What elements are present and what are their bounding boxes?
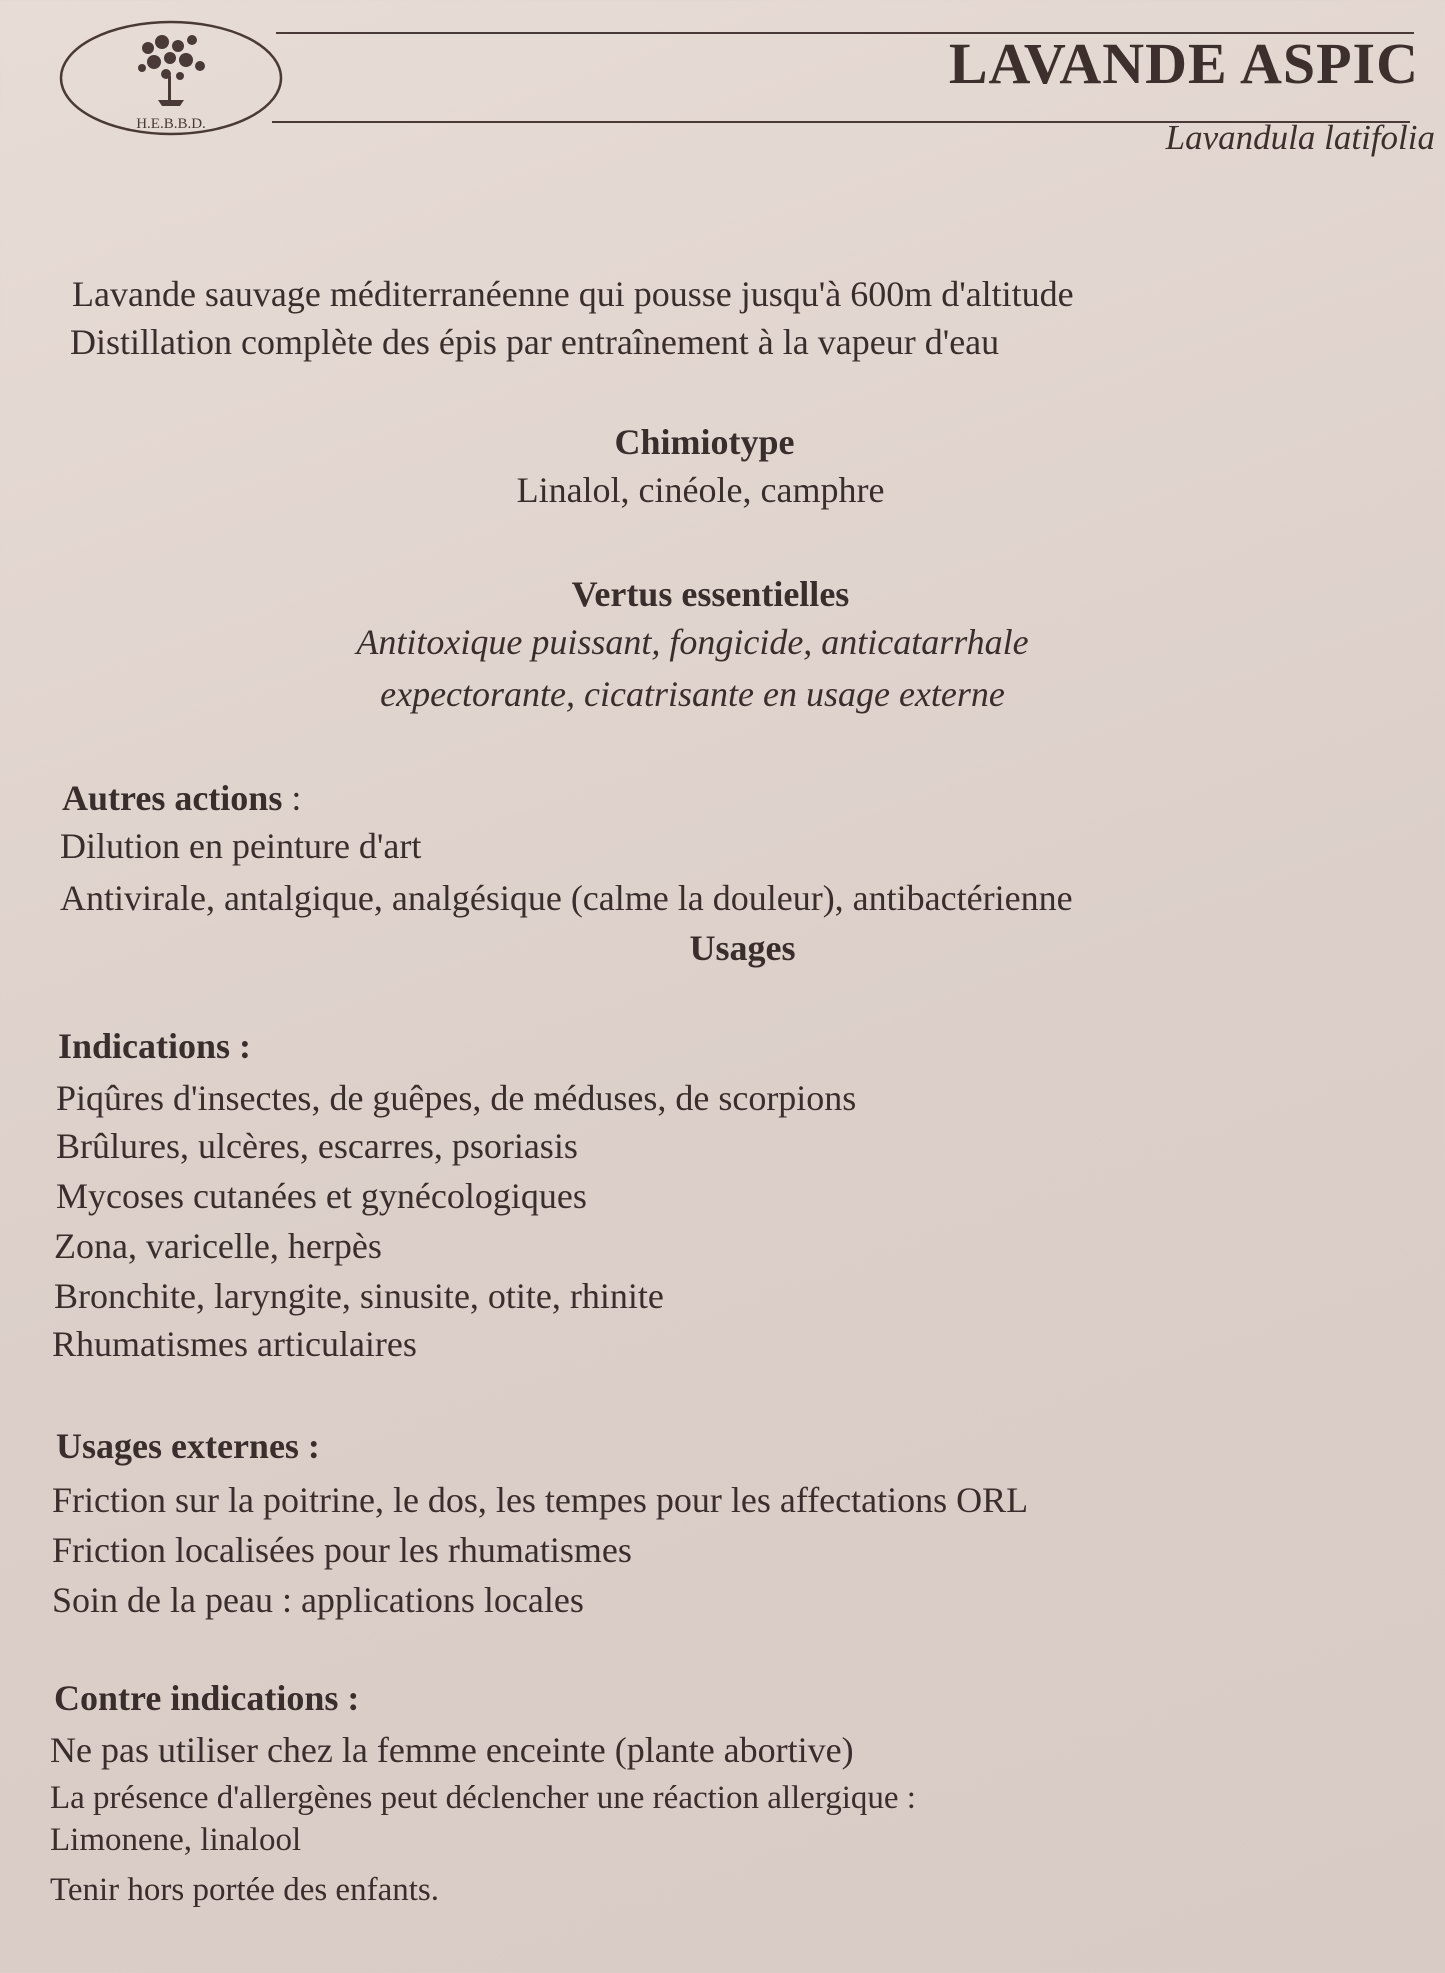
external-uses-line: Friction sur la poitrine, le dos, les tempes pour les affectations ORL [52,1480,1029,1520]
contraindications-line: Tenir hors portée des enfants. [50,1872,439,1908]
contraindications-line: Ne pas utiliser chez la femme enceinte (plante abortive) [50,1730,854,1770]
flower-bouquet-icon [58,18,284,138]
contraindications-line: Limonene, linalool [50,1822,302,1858]
virtues-line: Antitoxique puissant, fongicide, anticatarrhale [356,622,1029,662]
chemotype-heading: Chimiotype [614,422,795,462]
intro-line: Lavande sauvage méditerranéenne qui pousse jusqu'à 600m d'altitude [72,274,1074,314]
indications-line: Piqûres d'insectes, de guêpes, de méduses, de scorpions [56,1078,857,1118]
indications-line: Rhumatismes articulaires [52,1324,417,1364]
virtues-line: expectorante, cicatrisante en usage externe [380,674,1005,714]
external-uses-heading: Usages externes : [56,1426,320,1466]
indications-line: Bronchite, laryngite, sinusite, otite, rhinite [54,1276,664,1316]
indications-line: Mycoses cutanées et gynécologiques [56,1176,587,1216]
other-actions-heading-suffix: : [282,778,302,818]
other-actions-heading [62,776,301,820]
contraindications-line: La présence d'allergènes peut déclencher une réaction allergique : [50,1780,916,1816]
chemotype-text: Linalol, cinéole, camphre [516,470,885,510]
intro-line: Distillation complète des épis par entraînement à la vapeur d'eau [70,322,1000,362]
other-actions-heading-text: Autres actions [62,778,283,818]
other-actions-line: Antivirale, antalgique, analgésique (calme la douleur), antibactérienne [60,878,1073,918]
logo-emblem [58,18,284,138]
svg-text:H.E.B.B.D.: H.E.B.B.D. [136,116,206,132]
external-uses-line: Friction localisées pour les rhumatismes [52,1530,632,1570]
latin-name: Lavandula latifolia [1165,118,1435,157]
indications-line: Zona, varicelle, herpès [54,1226,382,1266]
indications-line: Brûlures, ulcères, escarres, psoriasis [56,1126,578,1166]
page-title: LAVANDE ASPIC [948,31,1419,96]
external-uses-line: Soin de la peau : applications locales [52,1580,584,1620]
virtues-heading: Vertus essentielles [571,574,850,614]
other-actions-line: Dilution en peinture d'art [60,826,422,866]
usages-heading: Usages [689,928,796,968]
contraindications-heading: Contre indications : [54,1678,360,1718]
indications-heading: Indications : [58,1026,252,1066]
